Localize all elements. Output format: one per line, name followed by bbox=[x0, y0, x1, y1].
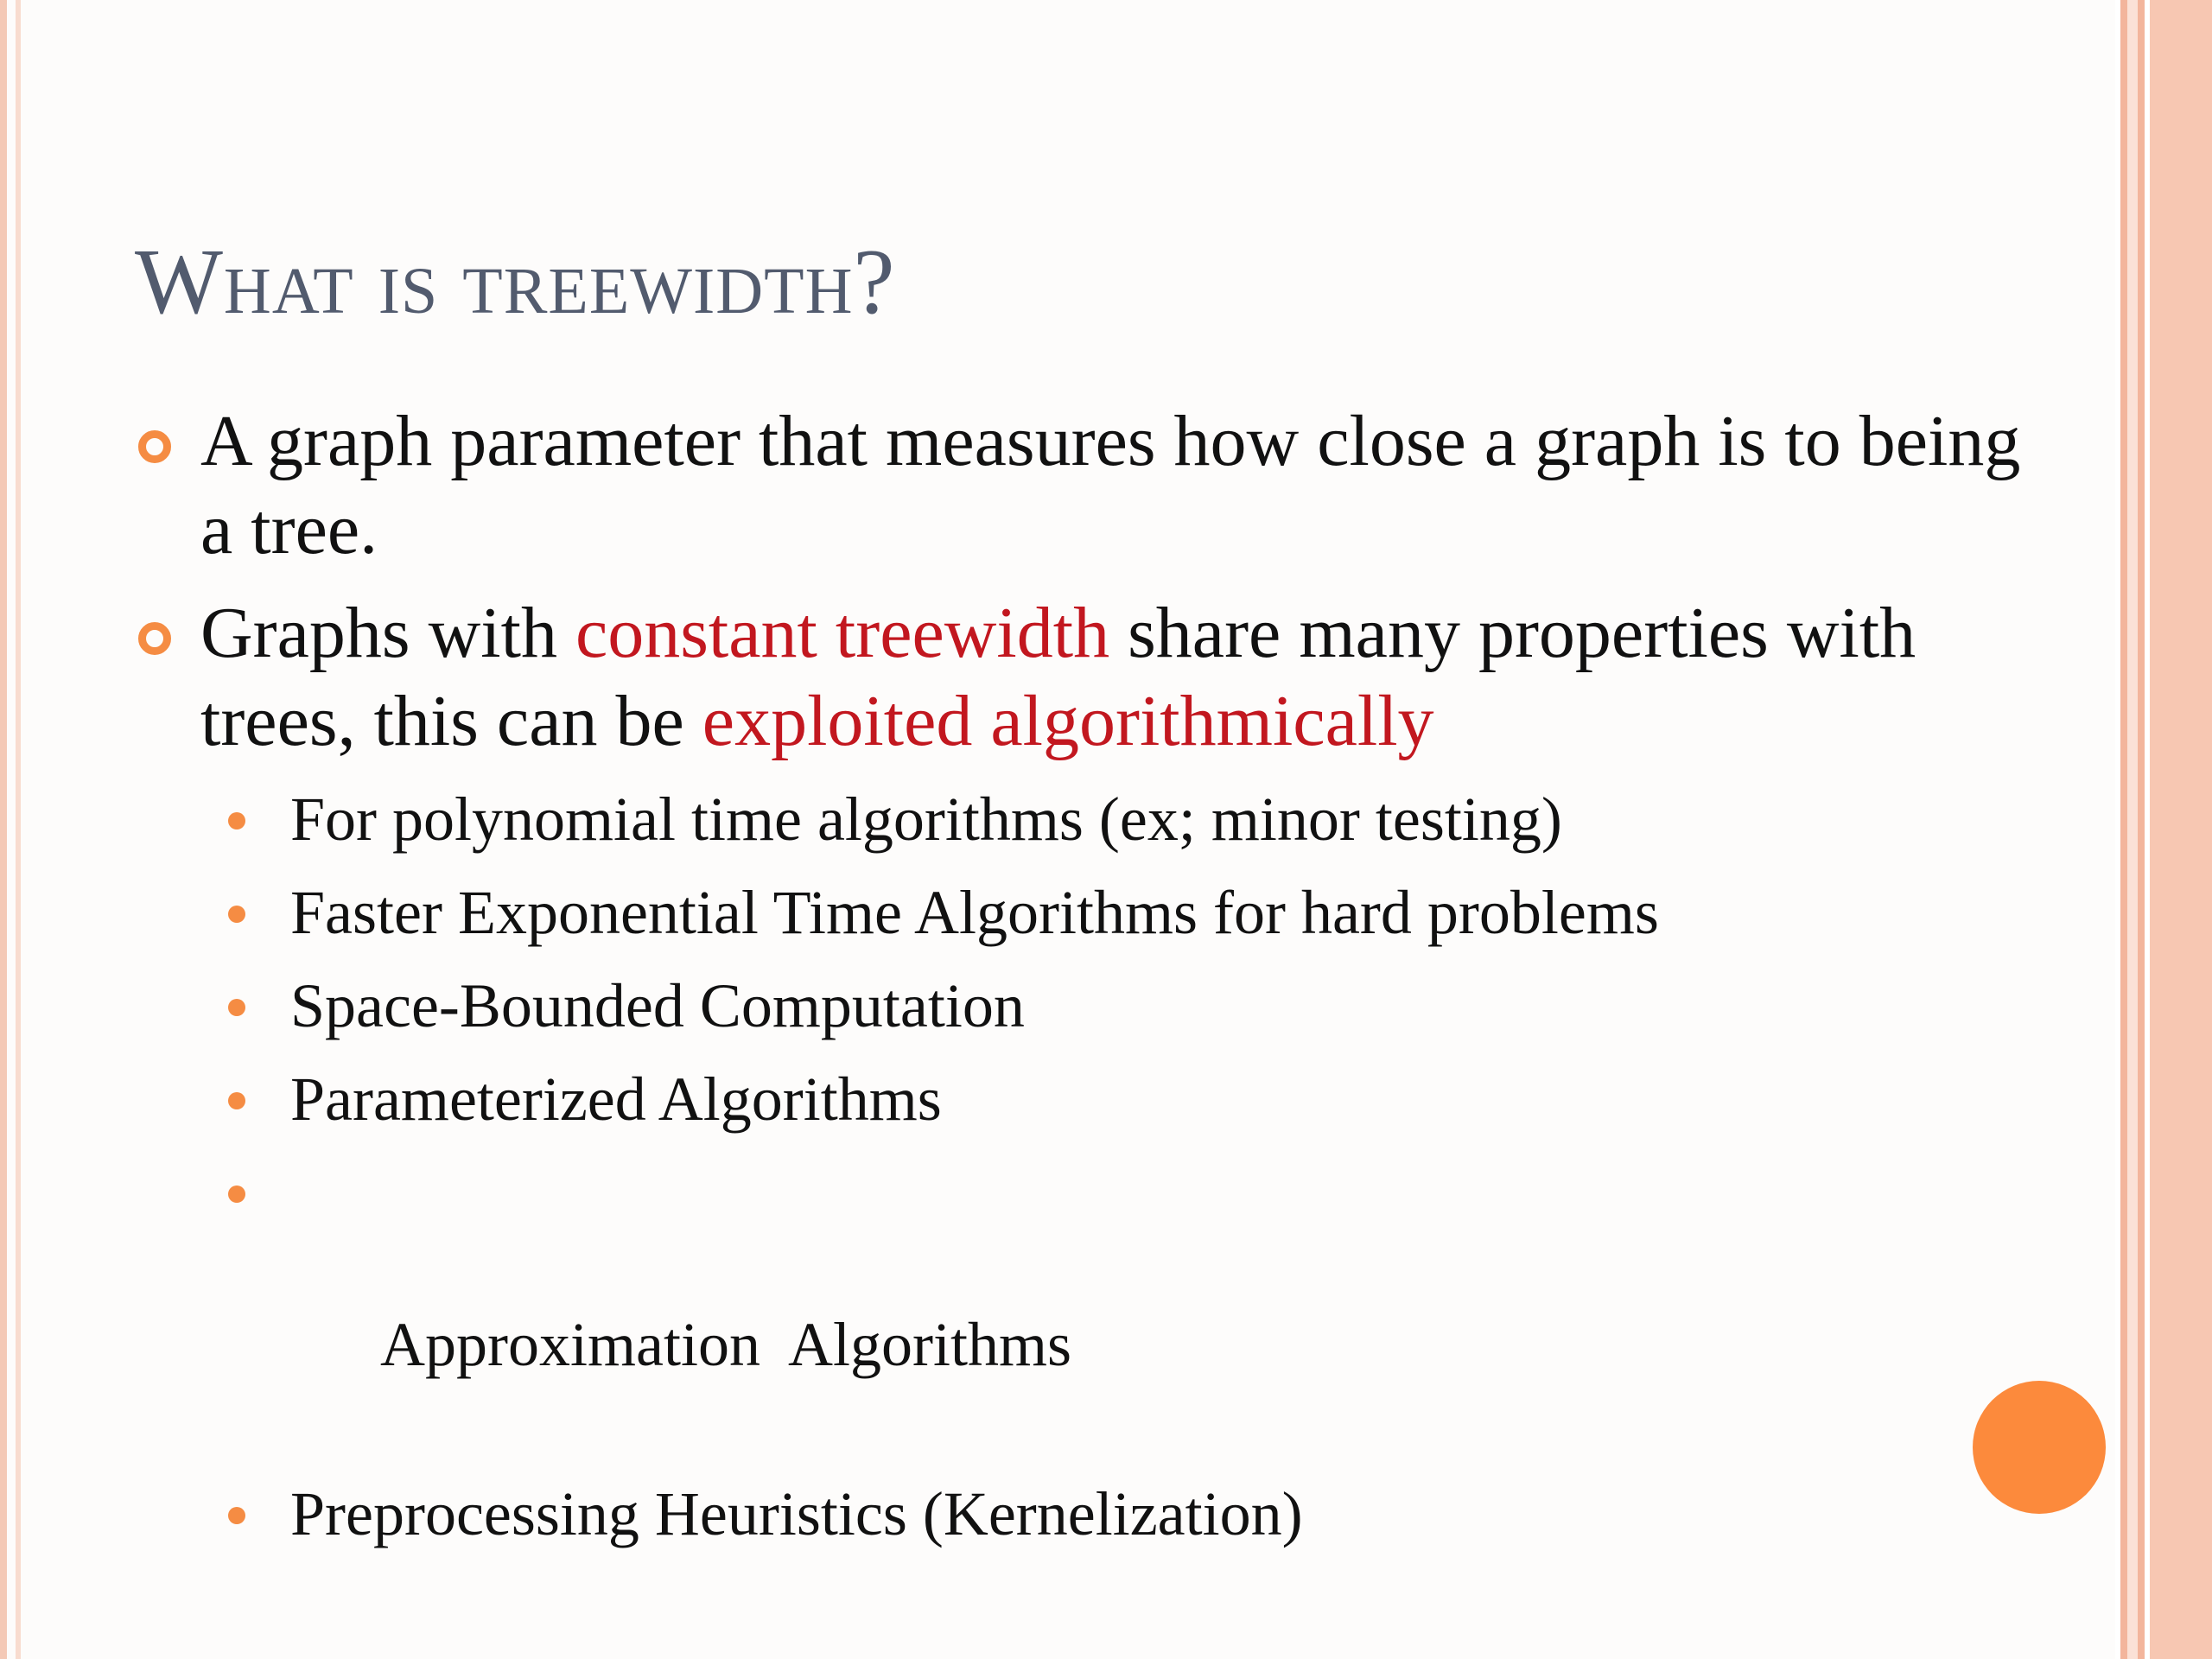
bullet-item bbox=[135, 397, 2036, 574]
sub-bullet-item bbox=[135, 968, 2036, 1044]
sub-bullet-text: Space-Bounded Computation bbox=[290, 971, 1025, 1040]
sub-bullet-item bbox=[135, 874, 1846, 950]
ring-bullet-icon bbox=[138, 430, 171, 463]
left-border-line-inner bbox=[16, 0, 21, 1659]
dot-bullet-icon bbox=[228, 812, 245, 830]
bullet-item bbox=[135, 589, 2036, 766]
right-decorative-stripes bbox=[2115, 0, 2212, 1659]
bullet-text: Graphs with bbox=[200, 593, 575, 673]
sub-bullet-text: Parameterized Algorithms bbox=[290, 1065, 942, 1134]
slide-title: What is treewidth? bbox=[135, 231, 896, 334]
highlight-text: exploited algorithmically bbox=[702, 681, 1434, 761]
sub-bullet-text: For polynomial time algorithms (ex; minor testing) bbox=[290, 785, 1562, 854]
sub-bullet-item bbox=[135, 1061, 2036, 1137]
sub-bullet-item bbox=[135, 1154, 2036, 1459]
bullet-text: share many properties with trees, this can be bbox=[200, 593, 1916, 761]
bullet-text: A graph parameter that measures how close a graph is to being a tree. bbox=[200, 401, 2021, 569]
highlight-text: constant treewidth bbox=[575, 593, 1110, 673]
sub-bullet-text: Faster Exponential Time Algorithms for hard problems bbox=[290, 878, 1659, 947]
dot-bullet-icon bbox=[228, 999, 245, 1016]
sub-bullet-text: Preprocessing Heuristics (Kernelization) bbox=[290, 1479, 1303, 1548]
bullet-list bbox=[135, 397, 2036, 1569]
sub-bullet-item bbox=[135, 781, 2036, 857]
dot-bullet-icon bbox=[228, 1185, 245, 1203]
sub-bullet-text: Approximation Algorithms bbox=[380, 1310, 1072, 1379]
left-border-line bbox=[0, 0, 7, 1659]
dot-bullet-icon bbox=[228, 906, 245, 923]
dot-bullet-icon bbox=[228, 1507, 245, 1524]
sub-bullet-item bbox=[135, 1476, 2036, 1552]
sub-bullet-list bbox=[135, 781, 2036, 1552]
ring-bullet-icon bbox=[138, 622, 171, 655]
dot-bullet-icon bbox=[228, 1092, 245, 1109]
